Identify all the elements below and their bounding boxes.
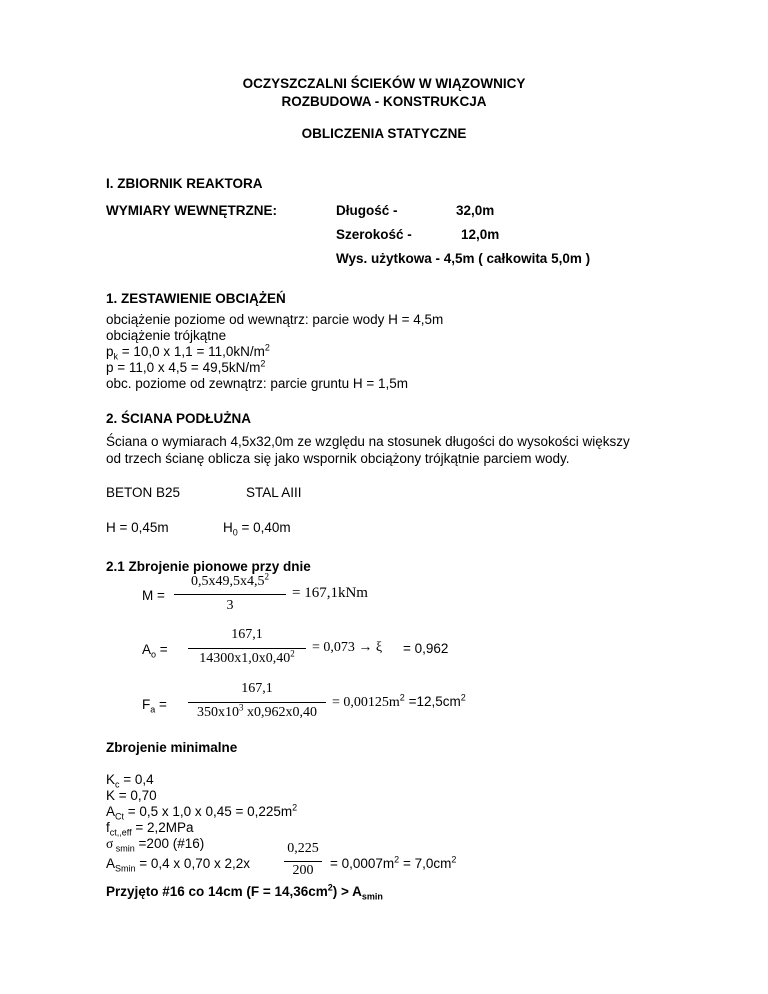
k-line: K = 0,70 bbox=[106, 788, 157, 803]
concrete-class: BETON B25 bbox=[106, 485, 181, 500]
act-line: $A_{Ct} = 0,5$ x 1,0 x $0,45 = 0,225m^2$ bbox=[106, 802, 298, 822]
moment-result: = 167,1kNm bbox=[292, 585, 368, 601]
a0-denominator: 14300x1,0x0,40 bbox=[199, 651, 291, 666]
a0-fraction: 167,1 14300x1,0x0,40$^2$ bbox=[188, 630, 306, 670]
load-line-4: p = 11,0 x $4,5 = 49,5kN/m^2$ bbox=[106, 358, 266, 375]
as-min-result: = $0,0007m^2 = 7,0cm^2$ bbox=[330, 854, 457, 871]
moment-denominator: 3 bbox=[226, 598, 234, 613]
wall-paragraph-line-1: Ściana o wymiarach 4,5x32,0m ze względu na stosunek długości do wysokości większy bbox=[106, 434, 630, 449]
effective-height: $H_0 = 0,40m$ bbox=[223, 520, 291, 538]
steel-class: STAL AIII bbox=[246, 485, 302, 500]
section-heading-reactor: I. ZBIORNIK REAKTORA bbox=[106, 176, 263, 191]
wall-height: H = 0,45m bbox=[106, 520, 169, 535]
moment-label: M = bbox=[142, 588, 165, 603]
load-line-5: obc. poziome od zewnątrz: parcie gruntu H = 1,5m bbox=[106, 376, 409, 391]
sigma-line: σ $_{smin}$ =200 (#16) bbox=[106, 836, 205, 854]
load-line-1: obciążenie poziome od wewnątrz: parcie wody H = 4,5m bbox=[106, 312, 444, 327]
dimensions-label: WYMIARY WEWNĘTRZNE: bbox=[106, 203, 277, 218]
a0-label: $A_o$ = bbox=[142, 642, 168, 660]
a0-numerator: 167,1 bbox=[231, 627, 263, 642]
fct-line: $f_{ct,,eff} = 2,2MPa$ bbox=[106, 820, 194, 838]
minimal-heading: Zbrojenie minimalne bbox=[106, 740, 238, 755]
title-line-2: ROZBUDOWA - KONSTRUKCJA bbox=[281, 94, 487, 109]
length-label: Długość - bbox=[336, 203, 398, 218]
document-subtitle: OBLICZENIA STATYCZNE bbox=[301, 126, 467, 141]
width-value: 12,0m bbox=[461, 227, 500, 242]
fa-result: = $0,00125m^2 =12,5cm^2$ bbox=[332, 692, 466, 710]
title-line-1: OCZYSZCZALNI ŚCIEKÓW W WIĄZOWNICY bbox=[242, 76, 526, 91]
calc-heading: 2.1 Zbrojenie pionowe przy dnie bbox=[106, 559, 311, 574]
load-line-2: obciążenie trójkątne bbox=[106, 328, 227, 343]
fa-numerator: 167,1 bbox=[241, 681, 273, 696]
as-min-denominator: 200 bbox=[292, 863, 314, 878]
a0-result: = 0,073 → ξ bbox=[312, 640, 383, 655]
fa-fraction: 167,1 $350x10^3$ x0,962x0,40 bbox=[188, 684, 326, 726]
xi-value: = 0,962 bbox=[403, 641, 449, 656]
as-min-numerator: 0,225 bbox=[287, 841, 319, 856]
moment-numerator: 0,5x49,5x4,5 bbox=[191, 574, 265, 589]
width-label: Szerokość - bbox=[336, 227, 412, 242]
kc-line: $K_c = 0,4$ bbox=[106, 772, 154, 790]
wall-paragraph-line-2: od trzech ścianę oblicza się jako wspornik obciążony trójkątnie parciem wody. bbox=[106, 451, 570, 466]
load-line-3: $p_k = 10,0$ x $1,1 = 11,0kN/m^2$ bbox=[106, 342, 270, 362]
height-line: Wys. użytkowa - 4,5m ( całkowita 5,0m ) bbox=[336, 251, 591, 266]
as-min-fraction bbox=[284, 841, 322, 884]
adopted-reinforcement: Przyjęto #16 co 14cm $(F = 14,36cm^2) > A_{smin}$ bbox=[106, 882, 383, 902]
moment-fraction: $0,5x49,5x4,5^2$ 3 bbox=[174, 578, 286, 618]
fa-label: $F_a$ = bbox=[142, 697, 167, 715]
as-min-line: $A_{Smin} = 0,4$ x 0,70 x 2,2x bbox=[106, 856, 250, 874]
loads-heading: 1. ZESTAWIENIE OBCIĄŻEŃ bbox=[106, 291, 286, 306]
wall-heading: 2. ŚCIANA PODŁUŻNA bbox=[106, 411, 252, 426]
length-value: 32,0m bbox=[456, 203, 495, 218]
